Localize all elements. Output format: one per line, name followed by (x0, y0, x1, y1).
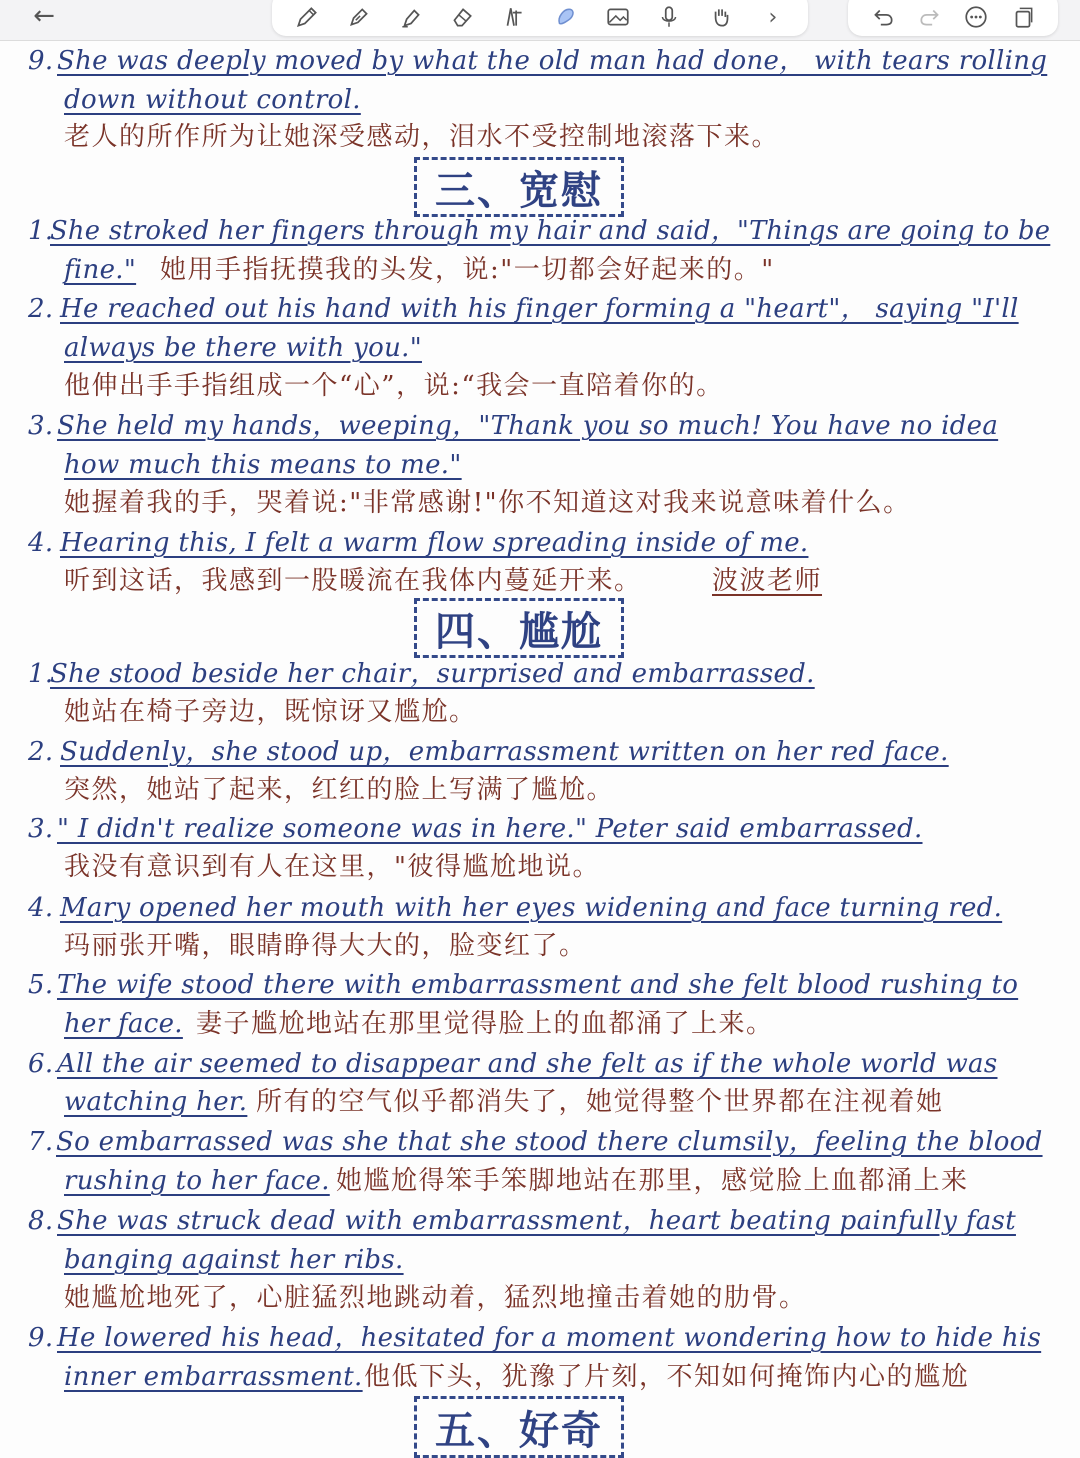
sentence-line: 4. Mary opened her mouth with her eyes widening and face turning red. (28, 893, 1003, 923)
sentence-line: 7. So embarrassed was she that she stood there clumsily，feeling the blood (28, 1127, 1043, 1157)
sentence-line: 3. She held my hands，weeping，"Thank you so much! You have no idea (28, 411, 999, 441)
marker-icon[interactable] (340, 0, 378, 34)
redo-icon[interactable] (911, 0, 949, 34)
translation-line: 玛丽张开嘴，眼睛睁得大大的，脸变红了。 (64, 931, 587, 961)
section-heading: 四、尴尬 (414, 598, 624, 658)
sentence-line: 8. She was struck dead with embarrassment，heart beating painfully fast (28, 1206, 1016, 1236)
sentence-line: 1. She stood beside her chair，surprised and embarrassed. (28, 659, 815, 689)
sentence-line: 9. She was deeply moved by what the old man had done， with tears rolling (28, 46, 1048, 76)
hand-icon[interactable] (702, 0, 740, 34)
pen-icon[interactable] (288, 0, 326, 34)
translation-line: 我没有意识到有人在这里，"彼得尴尬地说。 (64, 852, 600, 882)
sentence-line: 6. All the air seemed to disappear and she felt as if the whole world was (28, 1049, 998, 1079)
text-icon[interactable] (495, 0, 533, 34)
translation-line: 老人的所作所为让她深受感动，泪水不受控制地滚落下来。 (64, 122, 780, 152)
sentence-line: always be there with you." (64, 333, 422, 363)
sentence-line: 3. " I didn't realize someone was in here." Peter said embarrassed. (28, 814, 923, 844)
sentence-line: 4. Hearing this, I felt a warm flow spreading inside of me. (28, 528, 809, 558)
eraser-icon[interactable] (443, 0, 481, 34)
highlighter-icon[interactable] (392, 0, 430, 34)
sentence-line: how much this means to me." (64, 450, 462, 480)
sentence-line: watching her. 所有的空气似乎都消失了，她觉得整个世界都在注视着她 (64, 1087, 944, 1117)
sentence-line: banging against her ribs. (64, 1245, 404, 1275)
translation-line: 她握着我的手，哭着说:"非常感谢!"你不知道这对我来说意味着什么。 (64, 488, 911, 518)
lasso-icon[interactable] (547, 0, 585, 34)
note-page[interactable] (0, 40, 1080, 1454)
author-signature: 波波老师 (712, 566, 823, 596)
image-icon[interactable] (599, 0, 637, 34)
sentence-line: 5. The wife stood there with embarrassment and she felt blood rushing to (28, 970, 1019, 1000)
pages-icon[interactable] (1004, 0, 1042, 34)
translation-line: 她尴尬地死了，心脏猛烈地跳动着，猛烈地撞击着她的肋骨。 (64, 1283, 807, 1313)
chevron-right-icon[interactable]: › (768, 4, 778, 30)
sentence-line: 2. Suddenly，she stood up，embarrassment written on her red face. (28, 737, 949, 767)
more-icon[interactable] (957, 0, 995, 34)
sentence-line: inner embarrassment. 他低下头，犹豫了片刻，不知如何掩饰内心的尴尬 (64, 1362, 970, 1392)
drawing-tools (272, 0, 808, 36)
sentence-line: fine." 她用手指抚摸我的头发，说:"一切都会好起来的。" (64, 255, 775, 285)
translation-line: 她站在椅子旁边，既惊讶又尴尬。 (64, 697, 477, 727)
microphone-icon[interactable] (650, 0, 688, 34)
sentence-line: 1. She stroked her fingers through my hair and said，"Things are going to be (28, 216, 1051, 246)
history-tools (848, 0, 1058, 36)
translation-line: 听到这话，我感到一股暖流在我体内蔓延开来。 波波老师 (0, 562, 1080, 601)
back-button[interactable] (22, 0, 66, 32)
sentence-line: her face. 妻子尴尬地站在那里觉得脸上的血都涌了上来。 (64, 1009, 774, 1039)
back-arrow-icon: ← (33, 1, 55, 31)
translation-line: 他伸出手手指组成一个“心”，说:“我会一直陪着你的。 (64, 371, 724, 401)
app-toolbar (0, 0, 1080, 41)
sentence-line: 2. He reached out his hand with his finger forming a "heart"， saying "I'll (28, 294, 1019, 324)
undo-icon[interactable] (864, 0, 902, 34)
section-heading: 三、宽慰 (414, 157, 624, 217)
section-heading: 五、好奇 (414, 1396, 624, 1458)
translation-line: 突然，她站了起来，红红的脸上写满了尴尬。 (64, 775, 615, 805)
sentence-line: 9. He lowered his head，hesitated for a moment wondering how to hide his (28, 1323, 1042, 1353)
sentence-line: down without control. (64, 85, 361, 115)
sentence-line: rushing to her face. 她尴尬得笨手笨脚地站在那里，感觉脸上血都涌上来 (64, 1166, 969, 1196)
